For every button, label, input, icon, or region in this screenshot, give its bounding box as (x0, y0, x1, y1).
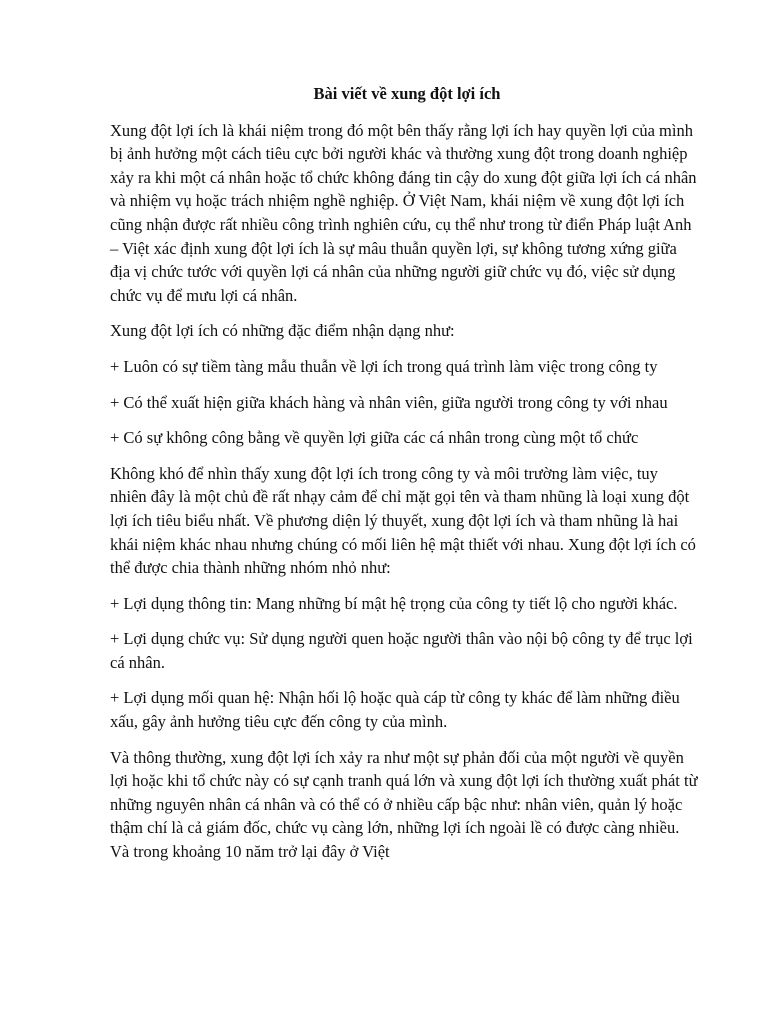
document-title: Bài viết về xung đột lợi ích (313, 84, 501, 103)
bullet-relationship-abuse: + Lợi dụng mối quan hệ: Nhận hối lộ hoặc quà cáp từ công ty khác để làm những điều xấu, gây ảnh hưởng tiêu cực đến công ty của mình. (110, 688, 680, 732)
paragraph-causes: Và thông thường, xung đột lợi ích xảy ra như một sự phản đối của một người về quyền lợi hoặc khi tổ chức này có sự cạnh tranh quá lớn và xung đột lợi ích thường xuất phát từ những nguyên nhân cá nhân và có thể có ở nhiều cấp bậc như: nhân viên, quản lý hoặc thậm chí là cả giám đốc, chức vụ càng lớn, những lợi ích ngoài lề có được càng nhiều. Và trong khoảng 10 năm trở lại đây ở Việt (110, 747, 698, 862)
bullet-customer-employee: + Có thể xuất hiện giữa khách hàng và nhân viên, giữa người trong công ty với nhau (110, 392, 668, 412)
bullet-unfair-benefits: + Có sự không công bằng về quyền lợi giữa các cá nhân trong cùng một tổ chức (110, 428, 639, 448)
bullet-information-abuse: + Lợi dụng thông tin: Mang những bí mật hệ trọng của công ty tiết lộ cho người khác. (110, 593, 678, 613)
bullet-position-abuse: + Lợi dụng chức vụ: Sử dụng người quen hoặc người thân vào nội bộ công ty để trục lợi cá nhân. (110, 629, 693, 672)
paragraph-characteristics-intro: Xung đột lợi ích có những đặc điểm nhận dạng như: (110, 321, 455, 341)
bullet-latent-conflict: + Luôn có sự tiềm tàng mẫu thuẫn về lợi ích trong quá trình làm việc trong công ty (110, 356, 658, 376)
paragraph-definition: Xung đột lợi ích là khái niệm trong đó một bên thấy rằng lợi ích hay quyền lợi của mình bị ảnh hưởng một cách tiêu cực bởi người khác và thường xung đột trong doanh nghiệp xảy ra khi một cá nhân hoặc tổ chức không đáng tin cậy do xung đột giữa lợi ích cá nhân và nhiệm vụ hoặc trách nhiệm nghề nghiệp. Ở Việt Nam, khái niệm về xung đột lợi ích cũng nhận được rất nhiều công trình nghiên cứu, cụ thể như trong từ điển Pháp luật Anh – Việt xác định xung đột lợi ích là sự mâu thuẫn quyền lợi, sự không tương xứng giữa địa vị chức tước với quyền lợi cá nhân của những người giữ chức vụ đó, việc sử dụng chức vụ để mưu lợi cá nhân. (110, 120, 697, 305)
paragraph-corruption: Không khó để nhìn thấy xung đột lợi ích trong công ty và môi trường làm việc, tuy nhiên đây là một chủ đề rất nhạy cảm để chỉ mặt gọi tên và tham nhũng là loại xung đột lợi ích tiêu biểu nhất. Về phương diện lý thuyết, xung đột lợi ích và tham nhũng là hai khái niệm khác nhau nhưng chúng có mối liên hệ mật thiết với nhau. Xung đột lợi ích có thể được chia thành những nhóm nhỏ như: (110, 463, 696, 578)
